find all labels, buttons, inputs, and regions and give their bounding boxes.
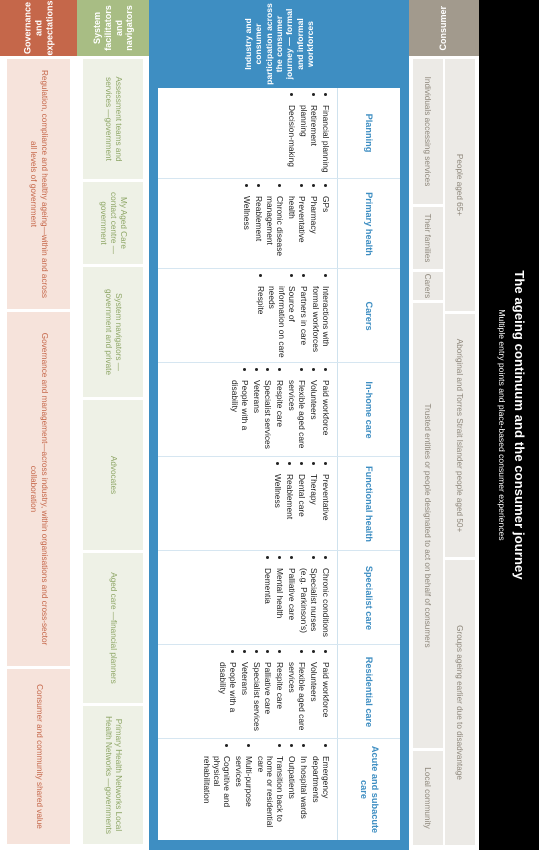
column-heading: Residential care (364, 656, 375, 728)
list-item: • Wellness (241, 196, 251, 265)
list-item: • Decision-making (286, 105, 296, 174)
list-item: • Specialist nurses (e.g. Parkinson’s) (298, 568, 318, 641)
governance-band-label: Governance and expectations (0, 0, 77, 56)
list-item: • Paid workforce (320, 380, 330, 453)
governance-cell: Regulation, compliance and healthy ageing—within and across all levels of government (7, 59, 70, 309)
list-item: • Volunteers (308, 662, 318, 735)
consumer-group: Groups ageing earlier due to disadvantage (445, 560, 475, 845)
governance-band (0, 0, 77, 850)
list-item: • Dementia (263, 568, 273, 641)
consumer-group: People aged 65+ (445, 59, 475, 311)
list-item: • Reablement (284, 474, 294, 547)
column-planning (158, 88, 400, 178)
list-item: • Veterans (239, 662, 249, 735)
list-item: • People with a disability (217, 662, 237, 735)
divider (337, 88, 338, 178)
system-cell: System navigators —government and private (83, 267, 143, 397)
diagram-subtitle: Multiple entry points and place-based consumer experiences (497, 309, 507, 541)
divider (337, 269, 338, 363)
consumer-participant: Their families (413, 207, 443, 269)
list-item: • Therapy (308, 474, 318, 547)
consumer-row-participants (413, 56, 443, 850)
list-item: • Chronic conditions (320, 568, 330, 641)
list-item: • Respite (255, 286, 265, 359)
list-item: • In hospital wards (298, 756, 308, 836)
column-heading: Acute and subacute care (359, 745, 380, 834)
list-item: • Interactions with formal workforces (310, 286, 330, 359)
system-band-label: System facilitators and navigators (77, 0, 149, 56)
list-item: • Pharmacy (308, 196, 318, 265)
divider (337, 551, 338, 645)
column-heading: Carers (364, 301, 375, 331)
industry-band-label: Industry and consumer participation across the consumer journey — formal and informal workforces (242, 3, 315, 85)
system-cell: Advocates (83, 400, 143, 550)
list-item: • Source of information on care needs (267, 286, 297, 359)
column-carers (158, 268, 400, 363)
consumer-band (409, 0, 479, 850)
divider (337, 739, 338, 840)
governance-cell: Consumer and community shared value (7, 669, 70, 844)
consumer-participant: Trusted entities or people designated to act on behalf of consumers (413, 303, 443, 748)
column-functional-health (158, 456, 400, 551)
list-item: • Mental health (274, 568, 284, 641)
consumer-band-label: Consumer (409, 0, 479, 56)
list-item: • Reablement (253, 196, 263, 265)
system-cell: My Aged Care contact centre —government (83, 182, 143, 264)
list-item: • Wellness (272, 474, 282, 547)
column-primary-health (158, 178, 400, 269)
service-matrix (158, 88, 400, 840)
list-item: • GPs (320, 196, 330, 265)
list-item: • Preventative (320, 474, 330, 547)
system-band (77, 0, 149, 850)
system-cell: Primary Health Networks Local Health Networks —governments (83, 706, 143, 844)
system-cell: Assessment teams and services —government (83, 59, 143, 179)
column-heading: Functional health (364, 465, 375, 543)
diagram-title: The ageing continuum and the consumer journey (512, 270, 527, 580)
divider (337, 363, 338, 457)
system-cell: Aged care —financial planners (83, 553, 143, 703)
column-residential-care (158, 644, 400, 739)
list-item: • Respite care (274, 380, 284, 453)
divider (337, 457, 338, 551)
list-item: • Retirement planning (298, 105, 318, 174)
title-banner (479, 0, 539, 850)
column-heading: Primary health (364, 192, 375, 256)
list-item: • Flexible aged care services (286, 380, 306, 453)
list-item: • Dental care (296, 474, 306, 547)
list-item: • Preventative health (286, 196, 306, 265)
list-item: • Emergency departments (310, 756, 330, 836)
list-item: • Veterans (251, 380, 261, 453)
list-item: • Multi-purpose services (233, 756, 253, 836)
column-specialist-care (158, 550, 400, 645)
divider (337, 179, 338, 269)
list-item: • Chronic disease management (265, 196, 285, 265)
consumer-participant: Carers (413, 272, 443, 300)
list-item: • Flexible aged care services (286, 662, 306, 735)
governance-cell: Governance and management—across industry, within organisations and cross-sector collaboration (7, 312, 70, 666)
column-heading: Specialist care (364, 565, 375, 631)
column-heading: Planning (364, 113, 375, 153)
divider (337, 645, 338, 739)
list-item: • Paid workforce (320, 662, 330, 735)
consumer-group: Aboriginal and Torres Strait Islander people aged 50+ (445, 314, 475, 557)
list-item: • Palliative care (286, 568, 296, 641)
column-heading: In-home care (364, 381, 375, 439)
list-item: • Palliative care (263, 662, 273, 735)
list-item: • Cognitive and physical rehabilitation (201, 756, 231, 836)
list-item: • Financial planning (320, 105, 330, 174)
industry-band (149, 0, 409, 850)
list-item: • People with a disability (229, 380, 249, 453)
consumer-row-groups (445, 56, 475, 850)
list-item: • Partners in care (298, 286, 308, 359)
list-item: • Transition back to home or residential care (255, 756, 285, 836)
list-item: • Respite care (274, 662, 284, 735)
consumer-participant: Local community (413, 751, 443, 845)
consumer-participant: Individuals accessing services (413, 59, 443, 204)
list-item: • Volunteers (308, 380, 318, 453)
column-acute-subacute-care (158, 738, 400, 840)
list-item: • Specialist services (263, 380, 273, 453)
list-item: • Specialist services (251, 662, 261, 735)
column-in-home-care (158, 362, 400, 457)
list-item: • Outpatients (286, 756, 296, 836)
